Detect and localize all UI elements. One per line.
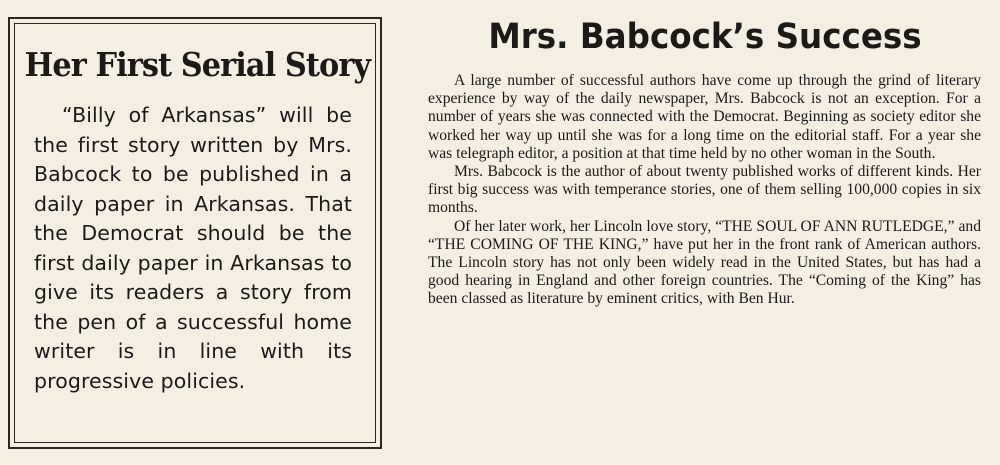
serial-story-headline: Her First Serial Story [24, 45, 371, 84]
article-paragraph-1: A large number of successful authors have come up through the grind of literary experience by way of the daily newspaper, Mrs. Babcock is not an exception. For a number of years she was connected with the Democrat. Beginning as society editor she worked her way up until she was for a long time on the editorial staff. For a year she was telegraph editor, a position at that time held by no other woman in the South. [428, 72, 981, 162]
serial-story-box [8, 17, 382, 449]
article-body [428, 72, 981, 309]
serial-story-text: “Billy of Arkansas” will be the first story written by Mrs. Babcock to be published in a daily paper in Arkansas. That the Democrat should be the first daily paper in Arkansas to give its readers a story from the pen of a successful home writer is in line with its progressive policies. [34, 103, 352, 393]
article-headline: Mrs. Babcock’s Success [488, 17, 922, 57]
article-paragraph-3: Of her later work, her Lincoln love story, “THE SOUL OF ANN RUTLEDGE,” and “THE COMING OF THE KING,” have put her in the front rank of American authors. The Lincoln story has not only been widely read in the United States, but has had a good hearing in England and other foreign countries. The “Coming of the King” has been classed as literature by eminent critics, with Ben Hur. [428, 217, 981, 308]
article-paragraph-2: Mrs. Babcock is the author of about twenty published works of different kinds. Her first big success was with temperance stories, one of them selling 100,000 copies in six months. [428, 163, 981, 217]
